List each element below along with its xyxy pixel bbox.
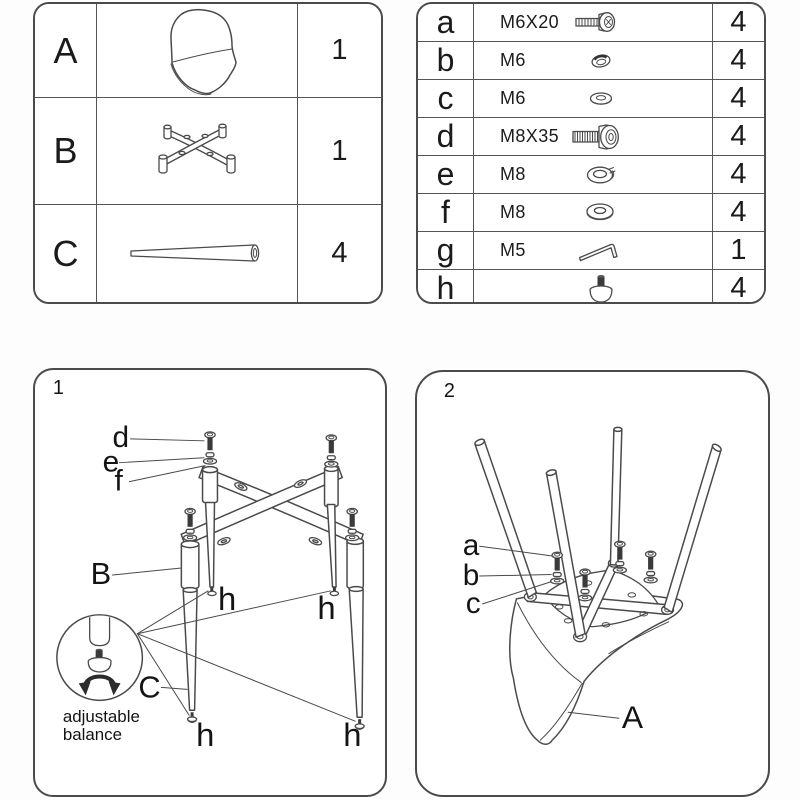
hw-row-e-qty: 4 [713, 156, 764, 194]
size-code: M8X35 [500, 126, 560, 146]
size-code: M8 [500, 164, 526, 184]
size-code: M6 [500, 50, 526, 70]
hw-row-f-label: f [418, 194, 474, 232]
stack-4 [644, 551, 657, 583]
hw-row-a-qty: 4 [713, 4, 764, 42]
hw-row-f-desc [474, 194, 713, 232]
step1-panel [33, 368, 387, 797]
cross-base-icon [156, 123, 238, 179]
stack-top-right [325, 435, 338, 467]
small-washer-icon [570, 86, 632, 112]
callout-e: e [102, 445, 120, 479]
parts-row-b-label [35, 98, 97, 205]
step1-diagram [35, 370, 385, 795]
hw-row-g-label: g [418, 232, 474, 270]
step1-number: 1 [52, 377, 64, 400]
glide-foot-icon [570, 274, 632, 304]
part-label: B [53, 130, 78, 171]
hw-row-b-qty: 4 [713, 42, 764, 80]
parts-row-a-label [35, 4, 97, 98]
callout-c: c [465, 586, 481, 620]
callout-f: f [114, 464, 123, 498]
hw-row-e-desc [474, 156, 713, 194]
adjustable-balance-inset [57, 615, 143, 701]
callout-b: b [462, 558, 480, 592]
hw-row-c-label: c [418, 80, 474, 118]
parts-table [33, 2, 383, 304]
hw-row-c-qty: 4 [713, 80, 764, 118]
callout-d: d [112, 420, 130, 454]
bolt-icon [570, 122, 632, 152]
stack-mid-right [346, 508, 359, 540]
note-line2: balance [62, 725, 123, 745]
callout-b-part: B [90, 555, 112, 591]
callout-h4: h [343, 716, 362, 754]
hw-row-b-desc [474, 42, 713, 80]
parts-row-c-icon-cell [97, 205, 298, 302]
parts-row-c-label [35, 205, 97, 302]
callout-c-part: C [138, 669, 161, 705]
hardware-table [416, 2, 766, 304]
allen-key-icon [570, 237, 632, 265]
hw-row-h-desc [474, 270, 713, 304]
hw-row-e-label: e [418, 156, 474, 194]
size-code: M5 [500, 240, 526, 260]
hw-row-a-label: a [418, 4, 474, 42]
size-code: M6 [500, 88, 526, 108]
part-label: A [53, 29, 78, 71]
hw-row-d-qty: 4 [713, 118, 764, 156]
note-line1: adjustable [62, 707, 140, 727]
callout-a-part: A [621, 699, 644, 736]
flat-washer-icon [570, 198, 632, 228]
hw-row-b-label: b [418, 42, 474, 80]
hw-row-h-label: h [418, 270, 474, 304]
hw-row-g-desc [474, 232, 713, 270]
leg-icon [127, 242, 267, 266]
screw-icon [570, 9, 632, 37]
stack-1 [551, 552, 564, 584]
stack-top-left [203, 432, 216, 464]
cap-nut-icon [570, 48, 632, 74]
hw-row-a-desc [474, 4, 713, 42]
callout-h1: h [217, 579, 237, 617]
callout-h2: h [317, 588, 336, 626]
callout-a: a [462, 529, 480, 563]
parts-row-a-icon-cell [97, 4, 298, 98]
parts-row-c-qty: 4 [298, 205, 381, 302]
hw-row-d-desc [474, 118, 713, 156]
hw-row-f-qty: 4 [713, 194, 764, 232]
cross-base-drawing [181, 466, 363, 596]
spring-washer-icon [570, 160, 632, 190]
leg-c-drawings [183, 587, 364, 730]
step2-number: 2 [443, 380, 455, 403]
size-code: M6X20 [500, 12, 560, 32]
part-label: C [52, 232, 79, 274]
step2-diagram [417, 372, 768, 795]
hw-row-g-qty: 1 [713, 232, 764, 270]
callout-h3: h [196, 716, 215, 754]
parts-row-a-qty: 1 [298, 4, 381, 98]
seat-shell-icon [155, 5, 239, 97]
step2-panel [415, 370, 770, 797]
stack-mid-left [184, 508, 197, 540]
hw-row-c-desc [474, 80, 713, 118]
hw-row-d-label: d [418, 118, 474, 156]
hw-row-h-qty: 4 [713, 270, 764, 304]
parts-row-b-icon-cell [97, 98, 298, 205]
size-code: M8 [500, 202, 526, 222]
parts-row-b-qty: 1 [298, 98, 381, 205]
